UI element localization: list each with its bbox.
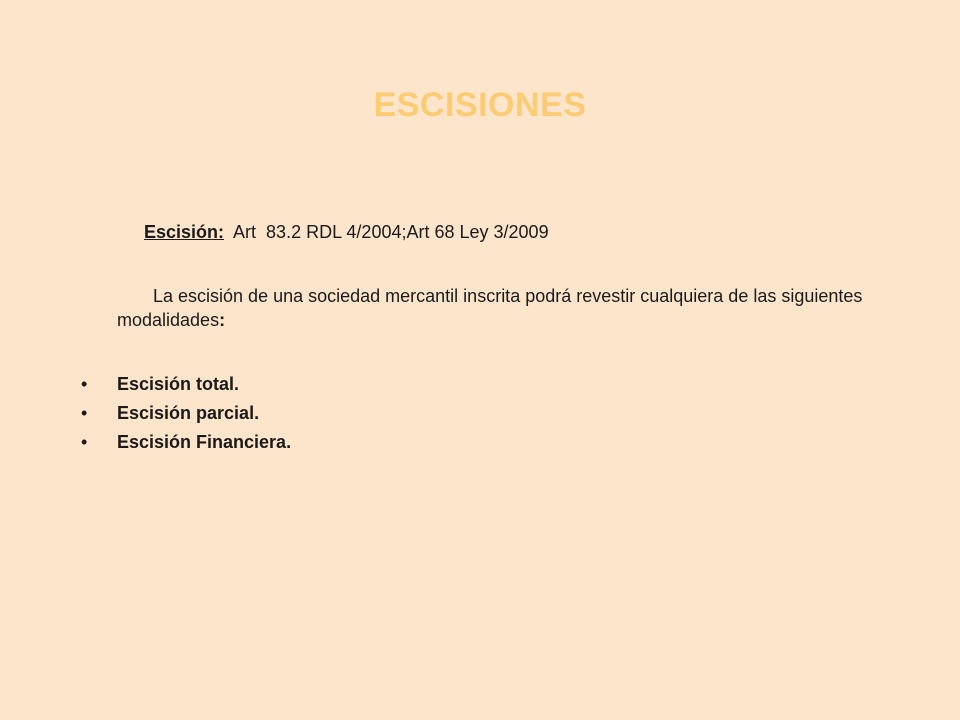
- intro-paragraph: [117, 284, 877, 332]
- list-item-text: Escisión Financiera.: [117, 432, 292, 452]
- reference-label: Escisión:: [144, 222, 225, 242]
- list-item: [81, 399, 291, 428]
- list-item: [81, 370, 291, 399]
- list-item-text: Escisión parcial.: [117, 403, 260, 423]
- slide-title: ESCISIONES: [373, 86, 587, 124]
- intro-text: La escisión de una sociedad mercantil inscrita podrá revestir cualquiera de las siguientes modalidades: [117, 286, 863, 330]
- intro-colon: :: [219, 310, 226, 330]
- reference-text: Art 83.2 RDL 4/2004;Art 68 Ley 3/2009: [224, 222, 549, 242]
- bullet-icon: •: [81, 432, 88, 452]
- list-item: [81, 428, 291, 457]
- bullet-icon: •: [81, 374, 88, 394]
- modalities-list: [81, 370, 291, 457]
- bullet-icon: •: [81, 403, 88, 423]
- legal-reference: [144, 222, 549, 243]
- list-item-text: Escisión total.: [117, 374, 240, 394]
